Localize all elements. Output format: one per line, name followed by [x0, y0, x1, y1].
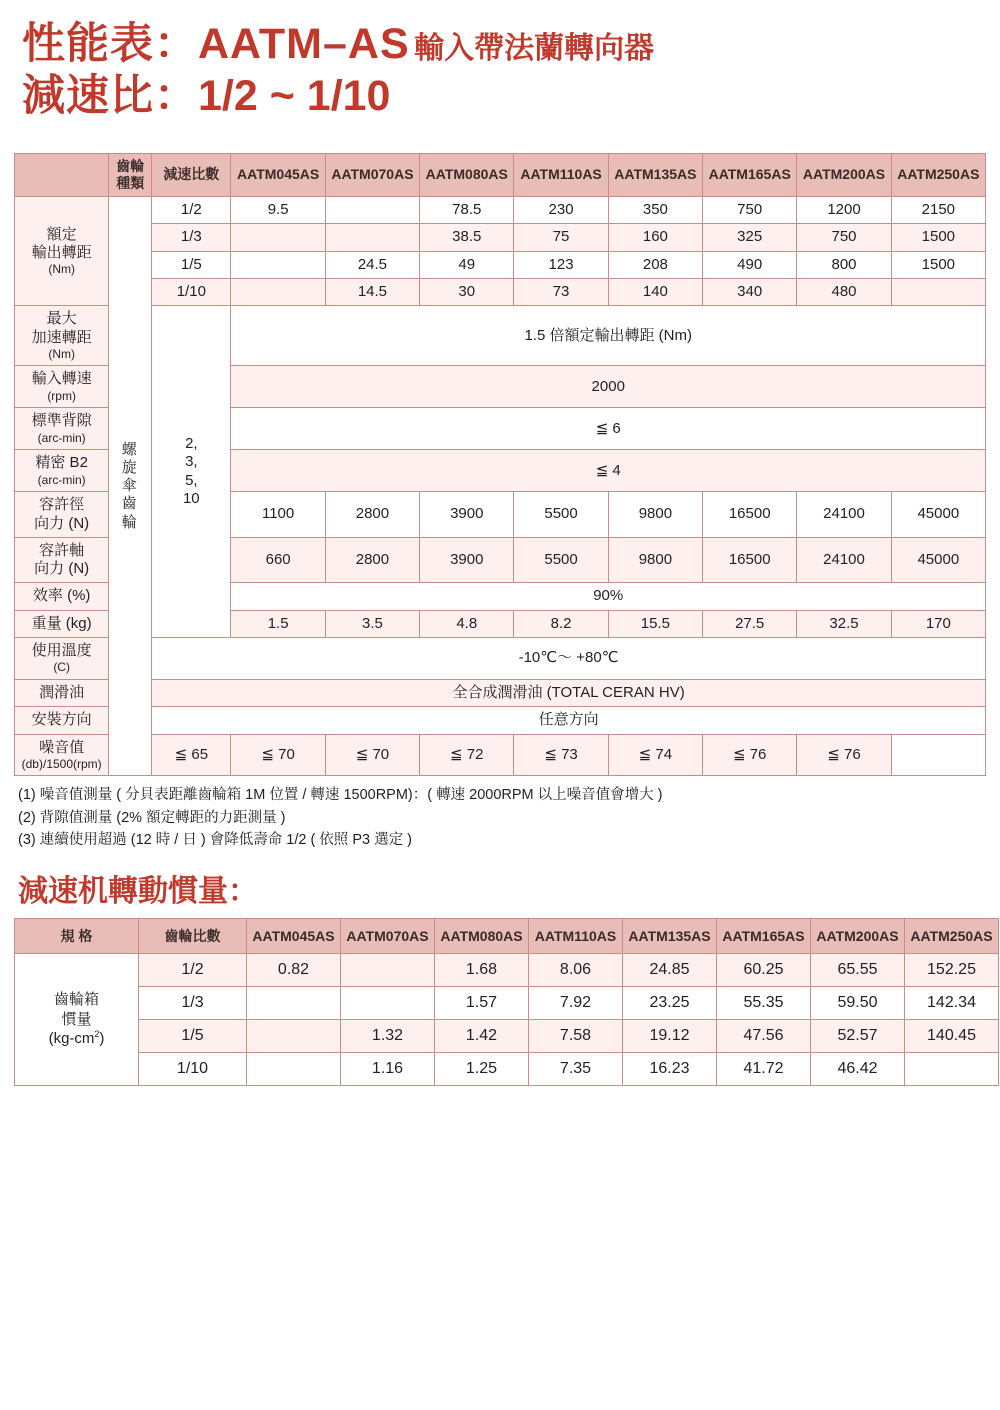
cell-value: 41.72: [717, 1052, 811, 1085]
cell-value: ≦ 76: [703, 734, 797, 776]
cell-value: 45000: [891, 492, 985, 538]
cell-value: ≦ 70: [325, 734, 419, 776]
cell-value: 15.5: [608, 610, 702, 637]
label-gearbox-inertia: 齒輪箱 慣量 $(kg-cm^2)$: [15, 953, 139, 1085]
cell-value: 3900: [420, 537, 514, 583]
header-aatm250as: AATM250AS: [891, 153, 985, 196]
table-header-row: [15, 153, 986, 196]
header-aatm045as: AATM045AS: [247, 918, 341, 953]
cell-ratio: 1/3: [152, 224, 231, 251]
cell-value: 45000: [891, 537, 985, 583]
page-title: [14, 0, 986, 131]
cell-value: 52.57: [811, 1019, 905, 1052]
cell-value: 3900: [420, 492, 514, 538]
table-row: [15, 679, 986, 706]
cell-value: 47.56: [717, 1019, 811, 1052]
cell-value: 全合成潤滑油 (TOTAL CERAN HV): [152, 679, 986, 706]
header-ratio: 減速比數: [152, 153, 231, 196]
cell-value: 75: [514, 224, 608, 251]
header-aatm080as: AATM080AS: [435, 918, 529, 953]
title-main: 性能表：AATM–AS: [22, 20, 410, 68]
cell-value: 49: [420, 251, 514, 278]
header-gear-ratio: 齒輪比數: [139, 918, 247, 953]
cell-value: 660: [231, 537, 325, 583]
label-noise: 噪音值 (db)/1500(rpm): [15, 734, 109, 776]
title-line-1: [22, 18, 982, 70]
cell-value: 140: [608, 278, 702, 305]
cell-value: 9800: [608, 537, 702, 583]
table-row: [15, 734, 986, 776]
label-precision-b2: 精密 B2 (arc-min): [15, 450, 109, 492]
cell-value: [891, 278, 985, 305]
label-max-accel-torque: 最大 加速轉距 (Nm): [15, 306, 109, 366]
cell-value: 7.58: [529, 1019, 623, 1052]
table-row: [15, 197, 986, 224]
cell-value: 1.25: [435, 1052, 529, 1085]
cell-value: 2800: [325, 492, 419, 538]
cell-value: 350: [608, 197, 702, 224]
label-axial-force: 容許軸 向力 (N): [15, 537, 109, 583]
cell-value: [231, 251, 325, 278]
header-aatm135as: AATM135AS: [623, 918, 717, 953]
cell-value: 750: [703, 197, 797, 224]
cell-value: 19.12: [623, 1019, 717, 1052]
cell-value: -10℃～ +80℃: [152, 638, 986, 680]
cell-value: 1.42: [435, 1019, 529, 1052]
cell-value: [325, 197, 419, 224]
cell-ratio: 1/2: [139, 953, 247, 986]
cell-ratio: 1/5: [152, 251, 231, 278]
cell-value: 2800: [325, 537, 419, 583]
cell-value: [247, 986, 341, 1019]
label-mounting-direction: 安裝方向: [15, 707, 109, 734]
footnotes: [18, 784, 984, 851]
cell-value: 142.34: [905, 986, 999, 1019]
cell-value: 46.42: [811, 1052, 905, 1085]
cell-value: 27.5: [703, 610, 797, 637]
header-aatm045as: AATM045AS: [231, 153, 325, 196]
cell-ratio-group: 2, 3, 5, 10: [152, 306, 231, 638]
cell-value: ≦ 76: [797, 734, 891, 776]
ratio-label: 減速比：: [22, 72, 198, 121]
cell-value: 208: [608, 251, 702, 278]
cell-ratio: 1/3: [139, 986, 247, 1019]
header-aatm080as: AATM080AS: [420, 153, 514, 196]
header-aatm110as: AATM110AS: [529, 918, 623, 953]
label-weight: 重量 (kg): [15, 610, 109, 637]
cell-ratio: 1/10: [139, 1052, 247, 1085]
cell-value: [341, 953, 435, 986]
table-row: [15, 1019, 999, 1052]
cell-value: 24.5: [325, 251, 419, 278]
cell-value: 9.5: [231, 197, 325, 224]
cell-value: 1.5: [231, 610, 325, 637]
label-standard-backlash: 標準背隙 (arc-min): [15, 408, 109, 450]
cell-value: ≦ 65: [152, 734, 231, 776]
table-row: [15, 224, 986, 251]
cell-value: 8.2: [514, 610, 608, 637]
table-row: [15, 1052, 999, 1085]
cell-value: 73: [514, 278, 608, 305]
cell-value: 23.25: [623, 986, 717, 1019]
cell-value: 152.25: [905, 953, 999, 986]
cell-value: ≦ 70: [231, 734, 325, 776]
spec-table: [14, 153, 986, 777]
cell-value: 38.5: [420, 224, 514, 251]
header-aatm200as: AATM200AS: [797, 153, 891, 196]
cell-ratio: 1/5: [139, 1019, 247, 1052]
cell-value: 1200: [797, 197, 891, 224]
cell-value: 480: [797, 278, 891, 305]
cell-value: 7.35: [529, 1052, 623, 1085]
label-rated-torque: 額定 輸出轉距 (Nm): [15, 197, 109, 306]
cell-value: 1500: [891, 251, 985, 278]
table-row: [15, 638, 986, 680]
cell-value: ≦ 73: [514, 734, 608, 776]
cell-value: 3.5: [325, 610, 419, 637]
header-blank: [15, 153, 109, 196]
inertia-header-row: [15, 918, 999, 953]
table-row: [15, 707, 986, 734]
cell-value: 14.5: [325, 278, 419, 305]
cell-value: 55.35: [717, 986, 811, 1019]
cell-value: [231, 278, 325, 305]
table-row: [15, 306, 986, 366]
cell-value: 160: [608, 224, 702, 251]
cell-value: 16.23: [623, 1052, 717, 1085]
cell-gear-kind: 螺 旋 傘 齒 輪: [109, 197, 152, 776]
cell-value: 59.50: [811, 986, 905, 1019]
cell-value: 30: [420, 278, 514, 305]
cell-value: ≦ 6: [231, 408, 986, 450]
header-aatm070as: AATM070AS: [325, 153, 419, 196]
header-gear-kind: 齒輪種類: [109, 153, 152, 196]
header-aatm070as: AATM070AS: [341, 918, 435, 953]
cell-value: 490: [703, 251, 797, 278]
header-aatm165as: AATM165AS: [703, 153, 797, 196]
cell-value: 4.8: [420, 610, 514, 637]
header-aatm250as: AATM250AS: [905, 918, 999, 953]
cell-value: 32.5: [797, 610, 891, 637]
cell-value: 24100: [797, 537, 891, 583]
cell-value: 任意方向: [152, 707, 986, 734]
cell-value: ≦ 74: [608, 734, 702, 776]
cell-value: 90%: [231, 583, 986, 610]
cell-value: [231, 224, 325, 251]
cell-value: 325: [703, 224, 797, 251]
cell-value: 7.92: [529, 986, 623, 1019]
cell-value: 16500: [703, 537, 797, 583]
cell-value: 340: [703, 278, 797, 305]
table-row: [15, 986, 999, 1019]
cell-value: 24.85: [623, 953, 717, 986]
cell-ratio: 1/2: [152, 197, 231, 224]
label-radial-force: 容許徑 向力 (N): [15, 492, 109, 538]
inertia-table: [14, 918, 999, 1086]
cell-value: 1.5 倍額定輸出轉距 (Nm): [231, 306, 986, 366]
footnote-2: (2) 背隙值測量 (2% 額定轉距的力距測量 ): [18, 809, 286, 826]
cell-value: 1.57: [435, 986, 529, 1019]
table-row: [15, 278, 986, 305]
cell-value: 123: [514, 251, 608, 278]
cell-value: ≦ 72: [420, 734, 514, 776]
cell-value: 24100: [797, 492, 891, 538]
cell-value: 5500: [514, 492, 608, 538]
header-aatm165as: AATM165AS: [717, 918, 811, 953]
label-input-speed: 輸入轉速 (rpm): [15, 366, 109, 408]
cell-value: 16500: [703, 492, 797, 538]
title-sub: 輸入帶法蘭轉向器: [414, 32, 655, 65]
title-line-2: [22, 70, 982, 122]
ratio-value: 1/2 ~ 1/10: [198, 72, 391, 121]
cell-value: 230: [514, 197, 608, 224]
cell-value: 1.32: [341, 1019, 435, 1052]
cell-value: 170: [891, 610, 985, 637]
label-efficiency: 效率 (%): [15, 583, 109, 610]
cell-value: 2000: [231, 366, 986, 408]
footnote-1: (1) 噪音值測量 ( 分貝表距離齒輪箱 1M 位置 / 轉速 1500RPM)：( 轉速 2000RPM 以上噪音值會增大 ): [18, 787, 663, 804]
cell-ratio: 1/10: [152, 278, 231, 305]
header-aatm200as: AATM200AS: [811, 918, 905, 953]
header-aatm110as: AATM110AS: [514, 153, 608, 196]
cell-value: 1500: [891, 224, 985, 251]
cell-value: [325, 224, 419, 251]
footnote-3: (3) 連續使用超過 (12 時 / 日 ) 會降低壽命 1/2 ( 依照 P3 選定 ): [18, 832, 412, 849]
cell-value: 800: [797, 251, 891, 278]
cell-value: 65.55: [811, 953, 905, 986]
cell-value: [341, 986, 435, 1019]
cell-value: 2150: [891, 197, 985, 224]
cell-value: 0.82: [247, 953, 341, 986]
table-row: [15, 953, 999, 986]
table-row: [15, 251, 986, 278]
cell-value: [247, 1052, 341, 1085]
cell-value: [247, 1019, 341, 1052]
header-aatm135as: AATM135AS: [608, 153, 702, 196]
header-spec: 規 格: [15, 918, 139, 953]
cell-value: [905, 1052, 999, 1085]
cell-value: 8.06: [529, 953, 623, 986]
cell-value: 60.25: [717, 953, 811, 986]
cell-value: ≦ 4: [231, 450, 986, 492]
cell-value: 1.16: [341, 1052, 435, 1085]
label-operating-temperature: 使用溫度 (C): [15, 638, 109, 680]
label-lubricant: 潤滑油: [15, 679, 109, 706]
cell-value: 140.45: [905, 1019, 999, 1052]
inertia-title: 減速机轉動慣量：: [18, 874, 258, 908]
cell-value: 78.5: [420, 197, 514, 224]
cell-value: 1.68: [435, 953, 529, 986]
cell-value: 9800: [608, 492, 702, 538]
cell-value: 750: [797, 224, 891, 251]
cell-value: 1100: [231, 492, 325, 538]
cell-value: 5500: [514, 537, 608, 583]
